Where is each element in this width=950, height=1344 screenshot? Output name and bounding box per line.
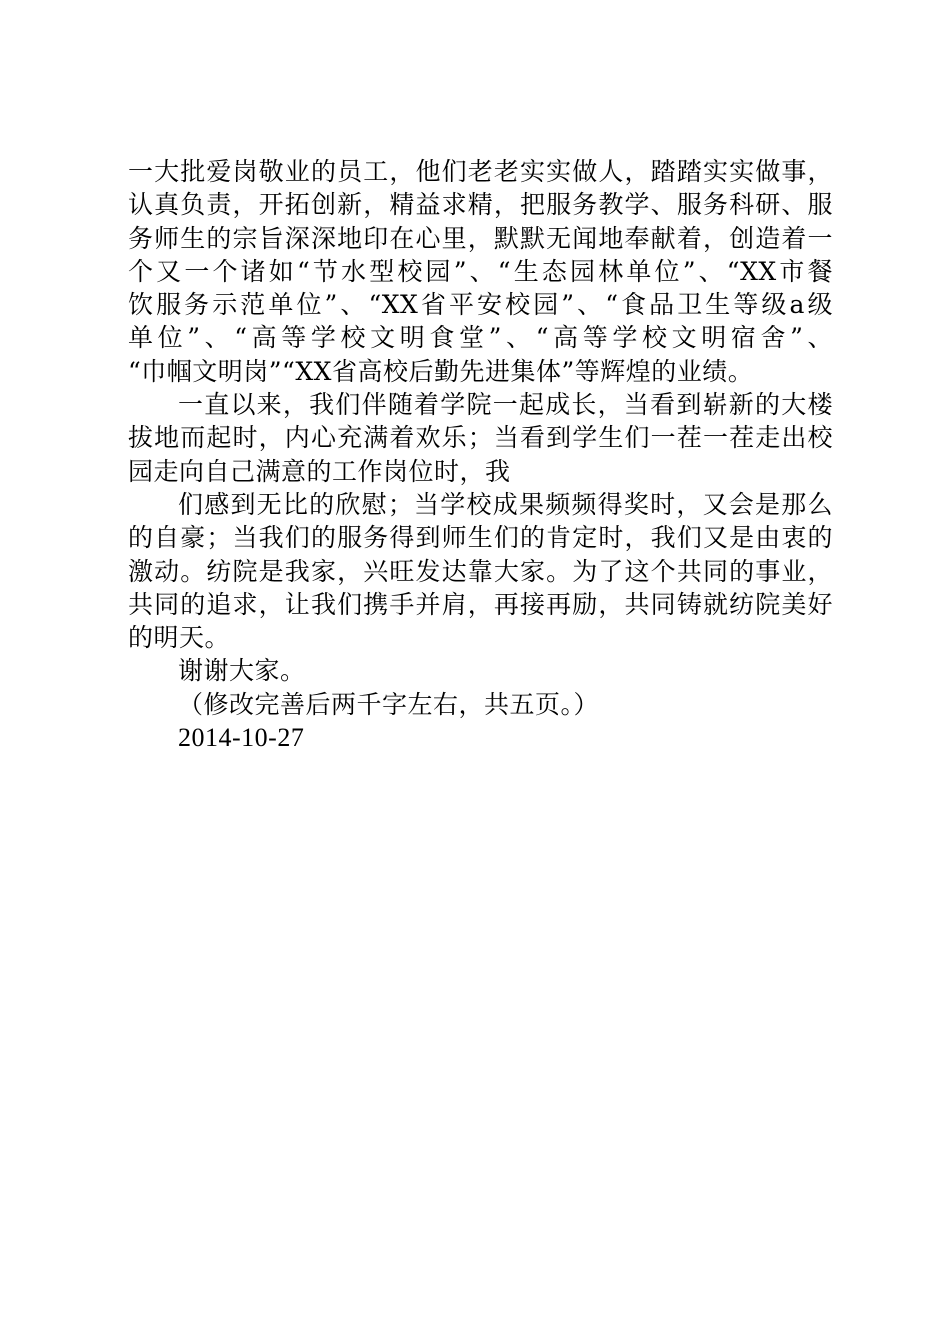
- thanks-line: [128, 654, 833, 687]
- text-line: 认真负责，开拓创新，精益求精，把服务教学、服务科研、服: [128, 190, 833, 220]
- text-line: 的自豪；当我们的服务得到师生们的肯定时，我们又是由衷的: [128, 523, 833, 553]
- date-text: 2014-10-27: [178, 723, 305, 753]
- text-line: 饮服务示范单位”、“XX省平安校园”、“食品卫生等级a级: [128, 290, 833, 320]
- text-line: 务师生的宗旨深深地印在心里，默默无闻地奉献着，创造着一: [128, 223, 833, 253]
- text-line: 激动。纺院是我家，兴旺发达靠大家。为了这个共同的事业，: [128, 556, 833, 586]
- document-body: [128, 155, 833, 754]
- text-line: 拔地而起时，内心充满着欢乐；当看到学生们一茬一茬走出校: [128, 423, 833, 453]
- text-line: “巾帼文明岗”“XX省高校后勤先进集体”等辉煌的业绩。: [128, 356, 754, 386]
- text-line: 单位”、“高等学校文明食堂”、“高等学校文明宿舍”、: [128, 323, 833, 353]
- paragraph-growth: [128, 388, 833, 488]
- paragraph-achievements: [128, 155, 833, 388]
- thanks-text: 谢谢大家。: [178, 656, 306, 686]
- text-line: 一大批爱岗敬业的员工，他们老老实实做人，踏踏实实做事，: [128, 157, 833, 186]
- date-line: [128, 721, 833, 754]
- text-line: 一直以来，我们伴随着学院一起成长，当看到崭新的大楼: [178, 390, 833, 420]
- paragraph-pride: [128, 488, 833, 654]
- text-line: 们感到无比的欣慰；当学校成果频频得奖时，又会是那么: [178, 489, 833, 519]
- text-line: 个又一个诸如“节水型校园”、“生态园林单位”、“XX市餐: [128, 256, 833, 286]
- text-line: 共同的追求，让我们携手并肩，再接再励，共同铸就纺院美好: [128, 589, 833, 619]
- note-line: [128, 688, 833, 721]
- note-text: （修改完善后两千字左右，共五页。）: [178, 689, 600, 719]
- text-line: 的明天。: [128, 623, 231, 653]
- text-line: 园走向自己满意的工作岗位时，我: [128, 456, 511, 486]
